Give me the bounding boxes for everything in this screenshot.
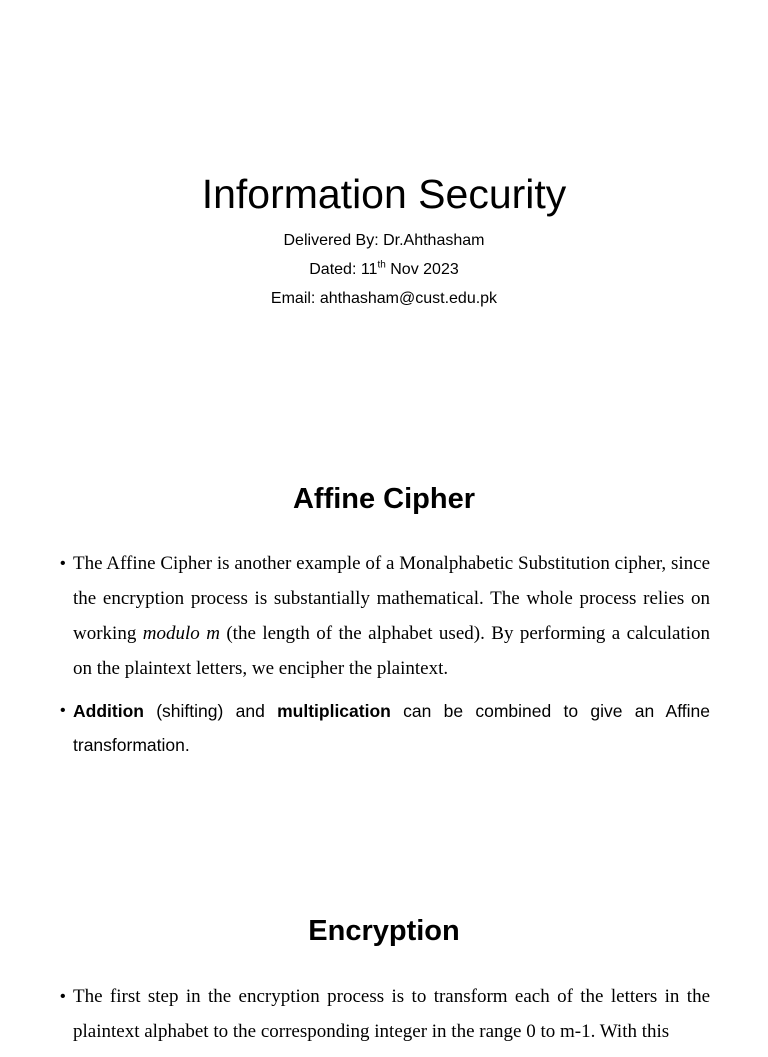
page-title: Information Security — [201, 171, 567, 217]
encryption-bullet-list — [60, 979, 710, 1057]
affine-bullet-2 — [60, 694, 710, 762]
date-suffix: Nov 2023 — [385, 261, 459, 278]
affine-bullet-2-text-a: (shifting) and — [143, 701, 278, 721]
encryption-heading: Encryption — [308, 915, 460, 947]
bullet-marker: • — [60, 555, 66, 572]
encryption-bullet-1 — [60, 979, 710, 1049]
affine-bullet-1-text-b: (the length of the alphabet used). By performing a calculation on the plaintext letters, we encipher the plaintext. — [73, 623, 710, 679]
multiplication-term: multiplication — [277, 701, 391, 721]
delivered-by: Delivered By: Dr.Ahthasham — [283, 232, 485, 249]
date-line — [0, 255, 768, 284]
affine-bullet-list — [60, 546, 710, 770]
title-block — [0, 168, 768, 313]
date-prefix: Dated: 11 — [309, 261, 378, 278]
addition-term: Addition — [73, 701, 144, 721]
bullet-marker: • — [60, 702, 66, 719]
affine-bullet-1-italic: modulo m — [142, 623, 220, 644]
bullet-marker: • — [60, 988, 66, 1005]
affine-bullet-2-text-b: can be combined to give an Affine transformation. — [73, 701, 710, 755]
affine-bullet-1-text-a: The Affine Cipher is another example of a Monalphabetic Substitution cipher, since the encryption process is substantially mathematical. The whole process relies on working — [73, 553, 710, 644]
date-ordinal: th — [377, 259, 386, 271]
email-line: Email: ahthasham@cust.edu.pk — [270, 290, 498, 307]
affine-bullet-1 — [60, 546, 710, 686]
encryption-bullet-1-text: The first step in the encryption process is to transform each of the letters in the plaintext alphabet to the corresponding integer in the range 0 to m-1. With this — [73, 986, 710, 1042]
affine-cipher-heading: Affine Cipher — [292, 483, 476, 515]
